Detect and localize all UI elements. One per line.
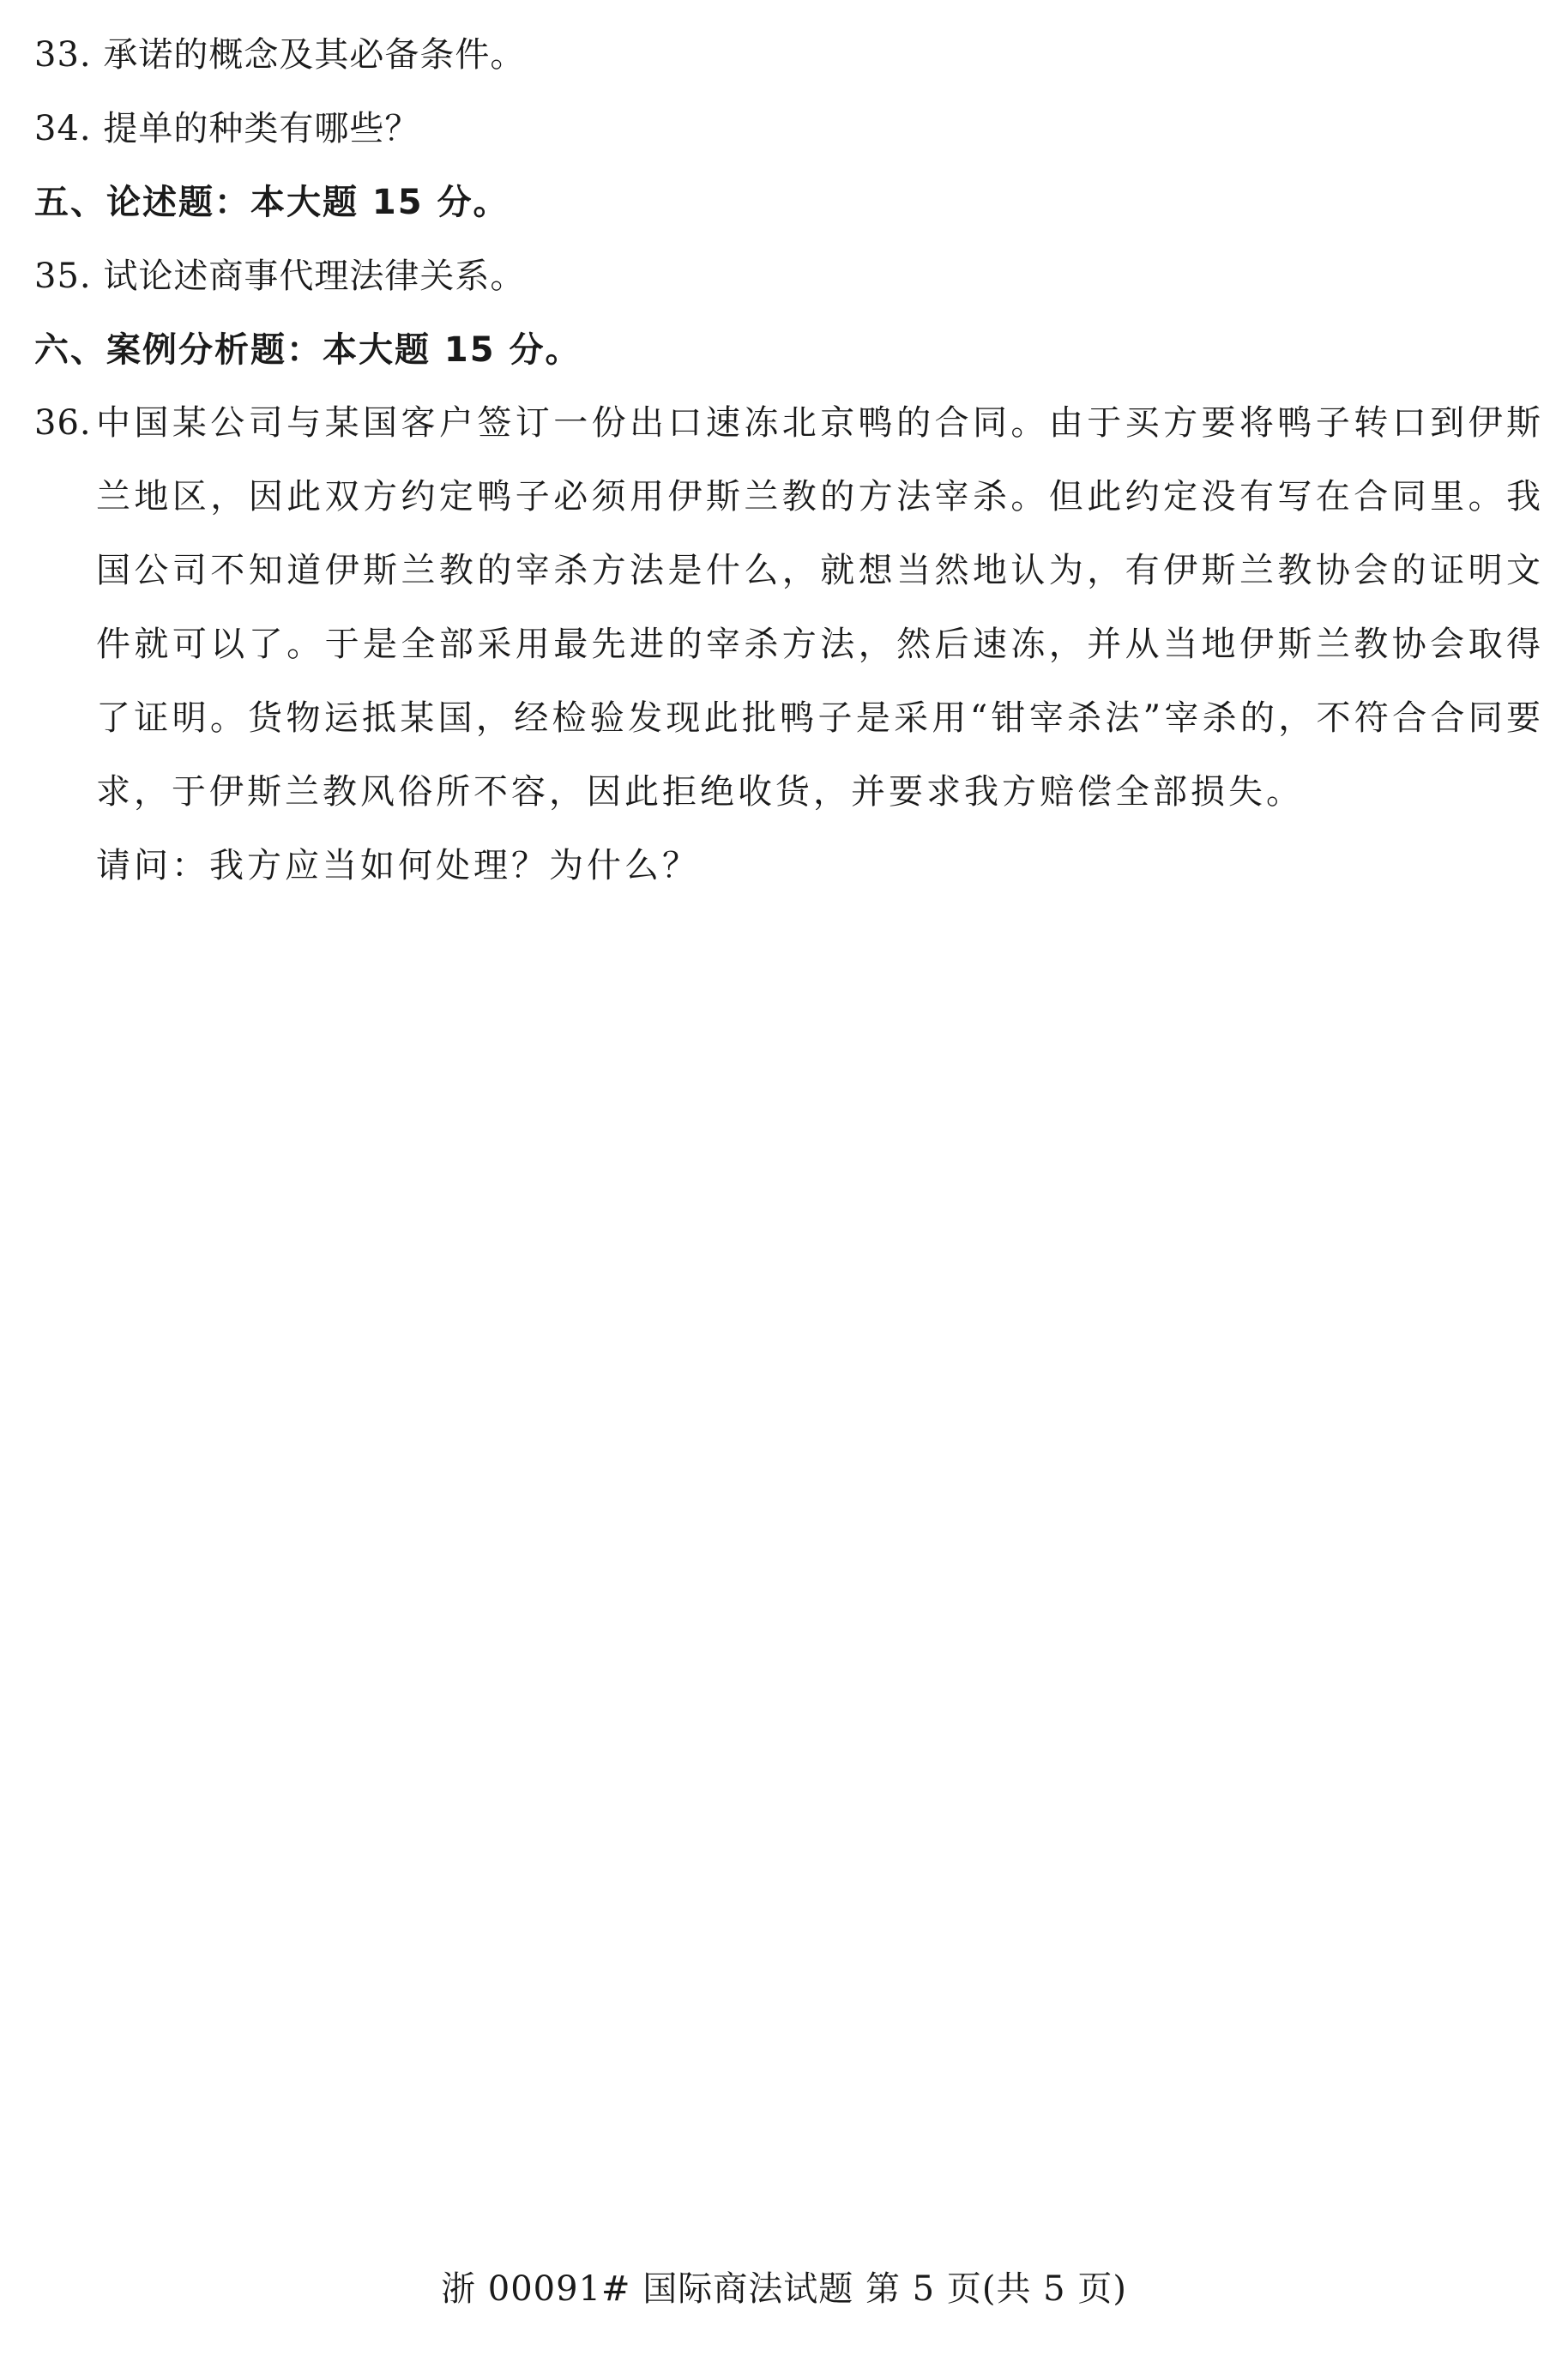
page-footer: 浙 00091# 国际商法试题 第 5 页(共 5 页) — [441, 2269, 1127, 2309]
question-36-number: 36. — [34, 403, 92, 443]
question-36-row — [34, 386, 1544, 829]
question-35: 35. 试论述商事代理法律关系。 — [34, 257, 526, 296]
section-heading-case-analysis: 六、案例分析题：本大题 15 分。 — [34, 330, 582, 370]
question-36-block — [34, 386, 1544, 903]
section-heading-essay: 五、论述题：本大题 15 分。 — [34, 183, 510, 222]
question-34: 34. 提单的种类有哪些？ — [34, 109, 420, 148]
question-36-prompt: 请问：我方应当如何处理？为什么？ — [96, 846, 700, 885]
question-33: 33. 承诺的概念及其必备条件。 — [34, 35, 526, 75]
question-36-case-text: 中国某公司与某国客户签订一份出口速冻北京鸭的合同。由于买方要将鸭子转口到伊斯兰地区，因此双方约定鸭子必须用伊斯兰教的方法宰杀。但此约定没有写在合同里。我国公司不知道伊斯兰教的宰杀方法是什么，就想当然地认为，有伊斯兰教协会的证明文件就可以了。于是全部采用最先进的宰杀方法，然后速冻，并从当地伊斯兰教协会取得了证明。货物运抵某国，经检验发现此批鸭子是采用“钳宰杀法”宰杀的，不符合合同要求，于伊斯兰教风俗所不容，因此拒绝收货，并要求我方赔偿全部损失。 — [96, 403, 1544, 812]
